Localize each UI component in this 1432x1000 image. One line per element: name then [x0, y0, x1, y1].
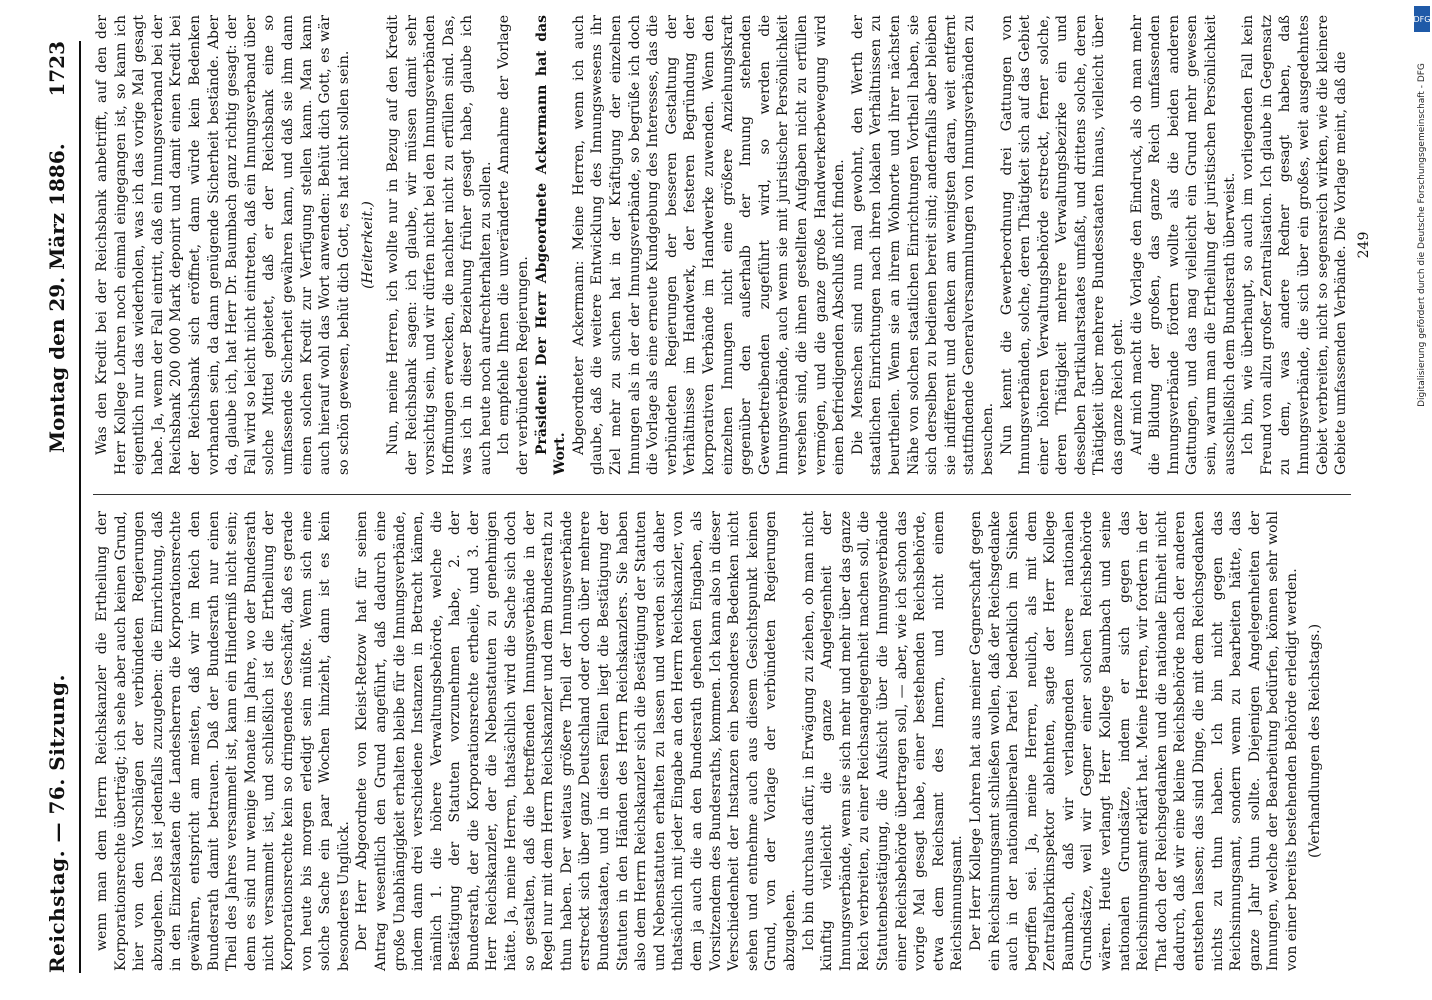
header-page-number: 1723: [45, 41, 69, 97]
right-paragraph: Was den Kredit bei der Reichsbank anbetrifft, auf den der Herr Kollege Lohren noch einmal eingegangen ist, so kann ich eigentlich nur das wiederholen, was ich das vorige Mal gesagt habe. Ja, wenn der Fall eintritt, daß ein Innungsverband bei der Reichsbank 200 000 Mark deponirt und damit einen Kredit bei der Reichsbank sich eröffnet, dann würde kein Bedenken vorhanden sein, da dann genügende Sicherheit bestände. Aber da, glaube ich, hat Herr Dr. Baumbach ganz richtig gesagt: der Fall wird so leicht nicht eintreten, daß ein Innungsverband über solche Mittel gebietet, daß er der Reichsbank eine so umfassende Sicherheit gewähren kann, und daß sie ihm dann einen solchen Kredit zur Verfügung stellen kann. Man kann auch hierauf wohl das Wort anwenden: Behüt dich Gott, es wär so schön gewesen, behüt dich Gott, es hat nicht sollen sein.: [94, 15, 352, 475]
scanned-newspaper-page: [21, 5, 1411, 995]
header-session: Reichstag. — 76. Sitzung.: [45, 674, 69, 973]
credit-text: Digitalisierung gefördert durch die Deutsche Forschungsgemeinschaft - DFG: [1417, 63, 1427, 407]
right-column: [93, 15, 1372, 475]
left-paragraph: Der Herr Abgeordnete von Kleist-Retzow hat für seinen Antrag wesentlich den Grund angeführt, daß dadurch eine große Unabhängigkeit erhalten bleibe für die Innungsverbände, indem dann drei verschiedene Instanzen in Betracht kämen, nämlich 1. die höhere Verwaltungsbehörde, welche die Bestätigung der Statuten vorzunehmen habe, 2. der Bundesrath, der die Korporationsrechte ertheile, und 3. der Herr Reichskanzler, der die Nebenstatuten zu genehmigen hätte. Ja, meine Herren, thatsächlich wird die Sache sich doch so gestalten, daß die betreffenden Innungsverbände in der Regel nur mit dem Herrn Reichskanzler und dem Bundesrath zu thun haben. Der weitaus größere Theil der Innungsverbände erstreckt sich über ganz Deutschland oder doch über mehrere Bundesstaaten, und in diesen Fällen liegt die Bestätigung der Statuten in den Händen des Herrn Reichskanzlers. Sie haben also dem Herrn Reichskanzler sich die Bestätigung der Statuten und Nebenstatuten erhalten zu lassen und werden sich daher thatsächlich mit jeder Eingabe an den Herrn Reichskanzler, von dem ja auch die an den Bundesrath gehenden Eingaben, als Vorsitzendem des Bundesraths, kommen. Ich kann also in dieser Verschiedenheit der Instanzen ein besonderes Bedenken nicht sehen und entnehme auch aus diesem Gesichtspunkt keinen Grund, von der Vorlage der verbündeten Regierungen abzugehen.: [354, 511, 798, 971]
right-paragraph: Ich bin, wie überhaupt, so auch im vorliegenden Fall kein Freund von allzu großer Zentralisation. Ich glaube in Gegensatz zu dem, was andere Redner gesagt haben, daß Innungsverbände, die sich über ein großes, weit ausgedehntes Gebiet verbreiten, nicht so segensreich wirken, wie die kleinere Gebiete umfassenden Verbände. Die Vorlage meint, daß die: [1240, 15, 1350, 475]
left-paragraph: wenn man dem Herrn Reichskanzler die Ertheilung der Korporationsrechte überträgt; ich sehe aber auch keinen Grund, hier von den Vorschlägen der verbündeten Regierungen abzugehen. Das ist jedenfalls zuzugeben: die Einrichtung, daß in den Einzelstaaten die Landesherren die Korporationsrechte gewähren, entspricht am meisten, daß wir im Reich den Bundesrath damit betrauen. Daß der Bundesrath nur einen Theil des Jahres versammelt ist, kann ein Hinderniß nicht sein; denn es sind nur wenige Monate im Jahre, wo der Bundesrath nicht versammelt ist, und schließlich ist die Ertheilung der Korporationsrechte kein so dringendes Geschäft, daß es gerade von heute bis morgen erledigt sein müßte. Wenn sich eine solche Sache ein paar Wochen hinzieht, dann ist es kein besonderes Unglück.: [94, 511, 352, 971]
right-paragraph: Abgeordneter Ackermann: Meine Herren, wenn ich auch glaube, daß die weitere Entwicklung des Innungswesens ihr Ziel mehr zu suchen hat in der Kräftigung der einzelnen Innungen als in der der Innungsverbände, so begrüße ich doch die Vorlage als eine erneute Kundgebung des Interesses, das die verbündeten Regierungen der besseren Gestaltung der Verhältnisse im Handwerk, der festeren Begründung der korporativen Verbände im Handwerke zuwenden. Wenn den einzelnen Innungen nicht eine größere Anziehungskraft gegenüber den außerhalb der Innung stehenden Gewerbetreibenden zugeführt wird, so werden die Innungsverbände, auch wenn sie mit juristischer Persönlichkeit versehen sind, die ihnen gestellten Aufgaben nicht zu erfüllen vermögen, und die ganze große Handwerkerbewegung wird einen befriedigenden Abschluß nicht finden.: [570, 15, 848, 475]
right-paragraph: Nun kennt die Gewerbeordnung drei Gattungen von Innungsverbänden, solche, deren Thätigkeit sich auf das Gebiet einer höheren Verwaltungsbehörde erstreckt, ferner solche, deren Thätigkeit mehrere Verwaltungsbezirke ein und desselben Partikularstaates umfaßt, und drittens solche, deren Thätigkeit über mehrere Bundesstaaten hinaus, vielleicht über das ganze Reich geht.: [998, 15, 1127, 475]
header-rule: [79, 41, 81, 973]
right-paragraph: Auf mich macht die Vorlage den Eindruck, als ob man mehr die Bildung der großen, das ganze Reich umfassenden Innungsverbände fördern wollte als die beiden anderen Gattungen, und das mag vielleicht ein Grund mehr gewesen sein, warum man die Ertheilung der juristischen Persönlichkeit ausschließlich dem Bundesrath überweist.: [1128, 15, 1238, 475]
right-paragraph: Ich empfehle Ihnen die unveränderte Annahme der Vorlage der verbündeten Regierungen.: [496, 15, 532, 475]
laughter-note: (Heiterkeit.): [360, 201, 377, 289]
left-paragraph: Ich bin durchaus dafür, in Erwägung zu ziehen, ob man nicht künftig vielleicht die ganze Angelegenheit der Innungsverbände, wenn sie sich mehr und mehr über das ganze Reich verbreiten, zu einer Reichsangelegenheit machen soll, die Statutenbestätigung, die Aufsicht über die Innungsverbände einer Reichsbehörde übertragen soll, — aber, wie ich schon das vorige Mal gesagt habe, einer bestehenden Reichsbehörde, etwa dem Reichsamt des Innern, und nicht einem Reichsinnungsamt.: [800, 511, 966, 971]
column-separator: [93, 494, 1351, 495]
sheet-signature: 249: [1355, 231, 1372, 259]
right-paragraph: Nun, meine Herren, ich wollte nur in Bezug auf den Kredit der Reichsbank sagen: ich glaube, wir müssen damit sehr vorsichtig sein, und wir dürfen nicht bei den Innungsverbänden Hoffnungen erwecken, die nachher nicht zu erfüllen sind. Das, was ich in dieser Beziehung früher gesagt habe, glaube ich auch heute noch aufrechterhalten zu sollen.: [384, 15, 494, 475]
dfg-logo: DFG: [1414, 6, 1430, 32]
president-line: Präsident: Der Herr Abgeordnete Ackermann hat das Wort.: [533, 15, 569, 475]
left-paragraph: Der Herr Kollege Lohren hat aus meiner Gegnerschaft gegen ein Reichsinnungsamt schließen wollen, daß der Reichsgedanke auch in der nationalliberalen Partei bedenklich im Sinken begriffen sei. Ja, meine Herren, neulich, als mit dem Zentralfabrikinspektor ablehnten, sagte der Herr Kollege Baumbach, daß wir verlangenden unsere nationalen Grundsätze, weil wir Gegner einer solchen Reichsbehörde wären. Heute verlangt Herr Kollege Baumbach und seine nationalen Grundsätze, indem er sich gegen das Reichsinnungsamt erklärt hat. Meine Herren, wir fordern in der That doch der Reichsgedanken und die nationale Einheit nicht dadurch, daß wir eine kleine Reichsbehörde nach der anderen entstehen lassen; das sind Dinge, die mit dem Reichsgedanken nichts zu thun haben. Ich bin nicht gegen das Reichsinnungsamt, sondern wenn zu bearbeiten hätte, das ganze Jahr thun sollte. Diejenigen Angelegenheiten der Innungen, welche der Bearbeitung bedürfen, können sehr wohl von einer bereits bestehenden Behörde erledigt werden.: [967, 511, 1300, 971]
page-header: [45, 41, 71, 973]
digitization-credit: [1412, 0, 1432, 1000]
left-column: [93, 511, 1351, 971]
left-footer-note: (Verhandlungen des Reichstags.): [1306, 623, 1323, 859]
header-date: Montag den 29. März 1886.: [45, 143, 69, 453]
right-paragraph: Die Menschen sind nun mal gewohnt, den Werth der staatlichen Einrichtungen nach ihren lokalen Verhältnissen zu beurtheilen. Wenn sie an ihrem Wohnorte und ihrer nächsten Nähe von solchen staatlichen Einrichtungen Vortheil haben, sie sich derselben zu bedienen bereit sind; andernfalls aber bleiben sie indifferent und denken am wenigsten daran, weit entfernt stattfindende Generalversammlungen von Innungsverbänden zu besuchen.: [849, 15, 996, 475]
